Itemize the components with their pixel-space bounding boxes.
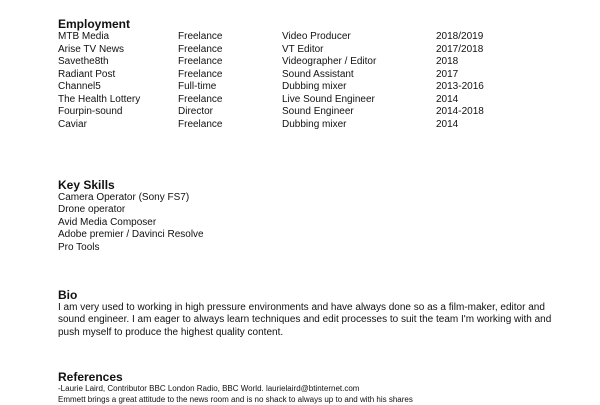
company-cell: Arise TV News [58,43,124,55]
type-cell: Full-time [178,81,217,92]
employment-table [58,31,578,131]
role-cell: Video Producer [282,31,351,42]
years-cell: 2014 [436,93,459,105]
bio-section [58,288,578,339]
role-cell: Sound Engineer [282,106,354,117]
company-cell: Savethe8th [58,56,109,67]
reference-line: -Laurie Laird, Contributor BBC London Radio, BBC World. laurielaird@btinternet.com [58,384,360,393]
table-row [58,119,578,132]
type-cell: Freelance [178,43,223,55]
skill-item: Adobe premier / Davinci Resolve [58,229,204,241]
years-cell: 2018/2019 [436,31,484,42]
years-cell: 2013-2016 [436,81,484,92]
table-row [58,56,578,69]
references-heading: References [58,370,123,384]
type-cell: Freelance [178,31,223,42]
company-cell: Fourpin-sound [58,106,123,117]
company-cell: Radiant Post [58,68,116,80]
skill-item: Camera Operator (Sony FS7) [58,192,190,203]
type-cell: Freelance [178,56,223,67]
role-cell: VT Editor [282,43,324,55]
type-cell: Director [178,106,214,117]
reference-line-cropped [58,395,578,404]
table-row [58,69,578,82]
role-cell: Dubbing mixer [282,118,347,130]
role-cell: Live Sound Engineer [282,93,375,105]
company-cell: Caviar [58,118,87,130]
years-cell: 2018 [436,56,459,67]
table-row [58,31,578,44]
table-row [58,44,578,57]
skill-item: Pro Tools [58,241,100,253]
table-row [58,81,578,94]
role-cell: Sound Assistant [282,68,354,80]
years-cell: 2014-2018 [436,106,484,117]
role-cell: Videographer / Editor [282,56,377,67]
skills-section [58,178,578,254]
type-cell: Freelance [178,93,223,105]
company-cell: MTB Media [58,31,110,42]
employment-section [58,17,578,131]
employment-heading: Employment [58,17,131,31]
years-cell: 2017/2018 [436,43,484,55]
bio-heading: Bio [58,288,78,302]
role-cell: Dubbing mixer [282,81,347,92]
skill-item: Drone operator [58,204,126,216]
reference-text: Emmett brings a great attitude to the news room and is no shack to always up to and with his shares [58,395,413,404]
bio-text: I am very used to working in high pressure environments and have always done so as a film-maker, editor and sound engineer. I am eager to always learn techniques and edit processes to suit the team I'm working with and push myself to produce the highest quality content. [58,302,552,338]
type-cell: Freelance [178,118,223,130]
type-cell: Freelance [178,68,223,80]
company-cell: The Health Lottery [58,93,141,105]
company-cell: Channel5 [58,81,101,92]
table-row [58,106,578,119]
skill-item: Avid Media Composer [58,216,157,228]
years-cell: 2014 [436,118,459,130]
references-section [58,370,578,404]
years-cell: 2017 [436,68,459,80]
skills-heading: Key Skills [58,178,115,192]
table-row [58,94,578,107]
